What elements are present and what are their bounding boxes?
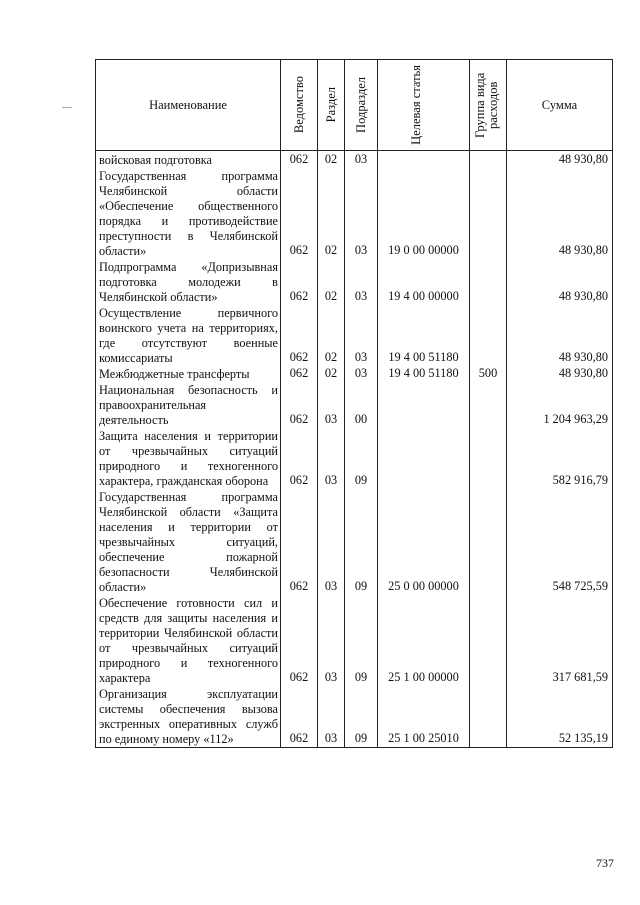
row-subsection: 09 [345,428,378,489]
row-expense-group [470,428,507,489]
row-name: Защита населения и территории от чрезвычайных ситуаций природного и техногенного характера, гражданская оборона [96,428,281,489]
row-subsection: 00 [345,382,378,428]
row-section: 03 [318,382,345,428]
row-subsection: 09 [345,686,378,748]
table-row [96,366,613,382]
table-row [96,151,613,169]
row-section: 02 [318,259,345,305]
row-dept: 062 [281,305,318,366]
row-dept: 062 [281,428,318,489]
row-name: Межбюджетные трансферты [96,366,281,382]
table-row [96,305,613,366]
row-sum: 548 725,59 [507,489,613,595]
header-section [318,60,345,151]
row-subsection: 03 [345,151,378,169]
header-dept-label: Ведомство [291,76,306,134]
row-section: 03 [318,686,345,748]
header-expense-group [470,60,507,151]
row-name: войсковая подготовка [96,151,281,169]
table-row [96,595,613,686]
row-target: 19 4 00 51180 [378,305,470,366]
row-sum: 317 681,59 [507,595,613,686]
budget-table [95,59,613,748]
row-target: 19 0 00 00000 [378,168,470,259]
row-sum: 582 916,79 [507,428,613,489]
row-subsection: 09 [345,595,378,686]
row-dept: 062 [281,595,318,686]
header-sum [507,60,613,151]
row-subsection: 03 [345,305,378,366]
row-expense-group [470,595,507,686]
row-section: 03 [318,489,345,595]
row-section: 03 [318,595,345,686]
header-section-label: Раздел [323,87,338,123]
row-name: Национальная безопасность и правоохранительная деятельность [96,382,281,428]
row-section: 02 [318,151,345,169]
table-row [96,259,613,305]
row-dept: 062 [281,151,318,169]
row-subsection: 03 [345,366,378,382]
table-row [96,382,613,428]
row-name: Осуществление первичного воинского учета на территориях, где отсутствуют военные комиссариаты [96,305,281,366]
row-dept: 062 [281,382,318,428]
row-expense-group [470,305,507,366]
header-expense-group-label: Группа вида расходов [473,72,500,138]
row-expense-group [470,151,507,169]
page-number: 737 [596,856,614,870]
row-subsection: 03 [345,168,378,259]
row-sum: 1 204 963,29 [507,382,613,428]
table-body [96,151,613,748]
row-expense-group [470,382,507,428]
row-section: 02 [318,305,345,366]
row-name: Государственная программа Челябинской области «Защита населения и территории от чрезвычайных ситуаций, обеспечение пожарной безопасности Челябинской области» [96,489,281,595]
header-target [378,60,470,151]
header-target-label: Целевая статья [408,65,423,145]
row-target [378,151,470,169]
table-row [96,686,613,748]
header-name [96,60,281,151]
row-sum: 48 930,80 [507,168,613,259]
table-row [96,428,613,489]
table-row [96,168,613,259]
margin-mark [62,107,72,108]
row-target: 25 1 00 00000 [378,595,470,686]
row-sum: 48 930,80 [507,366,613,382]
row-target [378,428,470,489]
row-subsection: 03 [345,259,378,305]
row-dept: 062 [281,686,318,748]
row-sum: 48 930,80 [507,259,613,305]
row-expense-group: 500 [470,366,507,382]
row-section: 03 [318,428,345,489]
row-sum: 52 135,19 [507,686,613,748]
header-subsection [345,60,378,151]
header-sum-label: Сумма [541,97,578,112]
row-expense-group [470,686,507,748]
row-target: 19 4 00 51180 [378,366,470,382]
row-dept: 062 [281,489,318,595]
row-subsection: 09 [345,489,378,595]
row-name: Государственная программа Челябинской области «Обеспечение общественного порядка и противодействие преступности в Челябинской области» [96,168,281,259]
row-section: 02 [318,168,345,259]
row-name: Обеспечение готовности сил и средств для защиты населения и территории Челябинской области от чрезвычайных ситуаций природного и техногенного характера [96,595,281,686]
row-sum: 48 930,80 [507,305,613,366]
row-dept: 062 [281,366,318,382]
budget-table-sheet [95,59,612,842]
header-dept [281,60,318,151]
row-section: 02 [318,366,345,382]
row-name: Организация эксплуатации системы обеспечения вызова экстренных оперативных служб по единому номеру «112» [96,686,281,748]
row-sum: 48 930,80 [507,151,613,169]
row-expense-group [470,168,507,259]
row-dept: 062 [281,168,318,259]
header-name-label: Наименование [149,97,227,112]
row-target: 25 1 00 25010 [378,686,470,748]
row-name: Подпрограмма «Допризывная подготовка молодежи в Челябинской области» [96,259,281,305]
row-expense-group [470,259,507,305]
header-subsection-label: Подраздел [353,77,368,133]
row-target [378,382,470,428]
table-header-row [96,60,613,151]
row-target: 19 4 00 00000 [378,259,470,305]
row-dept: 062 [281,259,318,305]
row-target: 25 0 00 00000 [378,489,470,595]
table-row [96,489,613,595]
row-expense-group [470,489,507,595]
